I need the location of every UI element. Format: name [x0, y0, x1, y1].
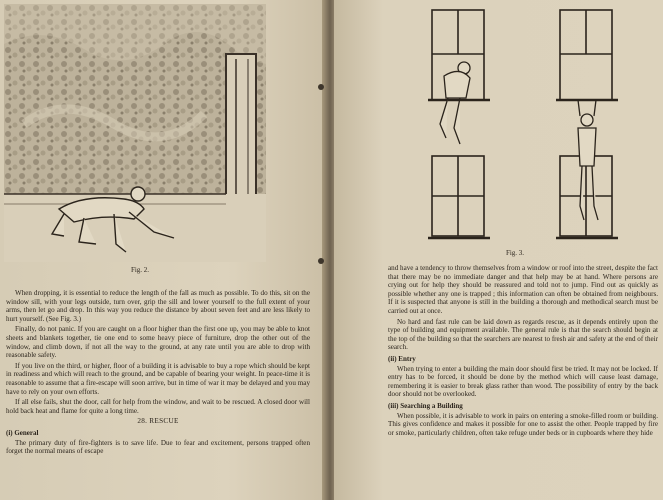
paragraph: Finally, do not panic. If you are caught on a floor higher than the first one up, you may be able to knot sheets and blankets together, tie one end to some heavy piece of furniture, drop the other out of the window, and climb down, if not all the way to the ground, at any rate until you are able to drop with reasonable safety. — [6, 325, 310, 360]
paragraph: and have a tendency to throw themselves from a window or roof into the street, despite the fact that there may be no immediate danger and that help may be at hand. Where persons are crying out for help they should be reassured and told not to jump. Find out as quickly as possible whether any one is trapped ; this information can often be obtained from neighbours. If it is suspected that anyone is still in the building a thorough and methodical search must be carried out at once. — [388, 264, 658, 315]
search-heading: (iii) Searching a Building — [388, 401, 463, 410]
entry-heading: (ii) Entry — [388, 354, 416, 363]
paragraph: The primary duty of fire-fighters is to save life. Due to fear and excitement, persons trapped often forget the normal means of escape — [6, 438, 310, 456]
left-text-column — [6, 289, 310, 458]
figure-3-caption: Fig. 3. — [505, 249, 525, 257]
binding-hole — [318, 258, 324, 264]
paragraph: When trying to enter a building the main door should first be tried. It may not be locked. If entry has to be forced, it should be done by the method which will cause least damage, remembering it is easier to break glass rather than wood. The possibility of entry by the back door should not be overlooked. — [388, 364, 658, 399]
right-text-column — [388, 264, 658, 439]
figure-2-illustration — [4, 4, 266, 262]
paragraph: When possible, it is advisable to work in pairs on entering a smoke-filled room or building. This gives confidence and makes it possible for one to assist the other. People trapped by fire or smoke, particularly children, often take refuge under beds or in cupboards where they hide — [388, 411, 658, 437]
paragraph: When dropping, it is essential to reduce the length of the fall as much as possible. To do this, sit on the window sill, with your legs outside, turn over, grip the sill and lower yourself to the full extent of your arms, then let go and drop. In this way you reduce the distance by about seven feet and are less likely to hurt yourself. (See Fig. 3.) — [6, 289, 310, 323]
binding-hole — [318, 84, 324, 90]
subsection-heading: (i) General — [6, 428, 39, 437]
figure-2-caption: Fig. 2. — [130, 266, 150, 274]
paragraph: No hard and fast rule can be laid down as regards rescue, as it depends entirely upon the type of building and equipment available. The general rule is that the search should begin at the top of the building so that the searchers are nearest to fresh air and safety at the end of their search. — [388, 317, 658, 352]
section-heading: 28. RESCUE — [137, 417, 179, 426]
paragraph: If you live on the third, or higher, floor of a building it is advisable to buy a rope which should be kept in readiness and which will reach to the ground, and be capable of bearing your weight. In peace-time it is reasonable to assume that a fire-escape will soon arrive, but in time of war it may be delayed and you may have to rely on your own efforts. — [6, 361, 310, 396]
figure-3-illustration — [420, 6, 640, 246]
left-page — [0, 0, 326, 500]
paragraph: If all else fails, shut the door, call for help from the window, and wait to be rescued. A closed door will hold back heat and flame for quite a long time. — [6, 398, 310, 415]
